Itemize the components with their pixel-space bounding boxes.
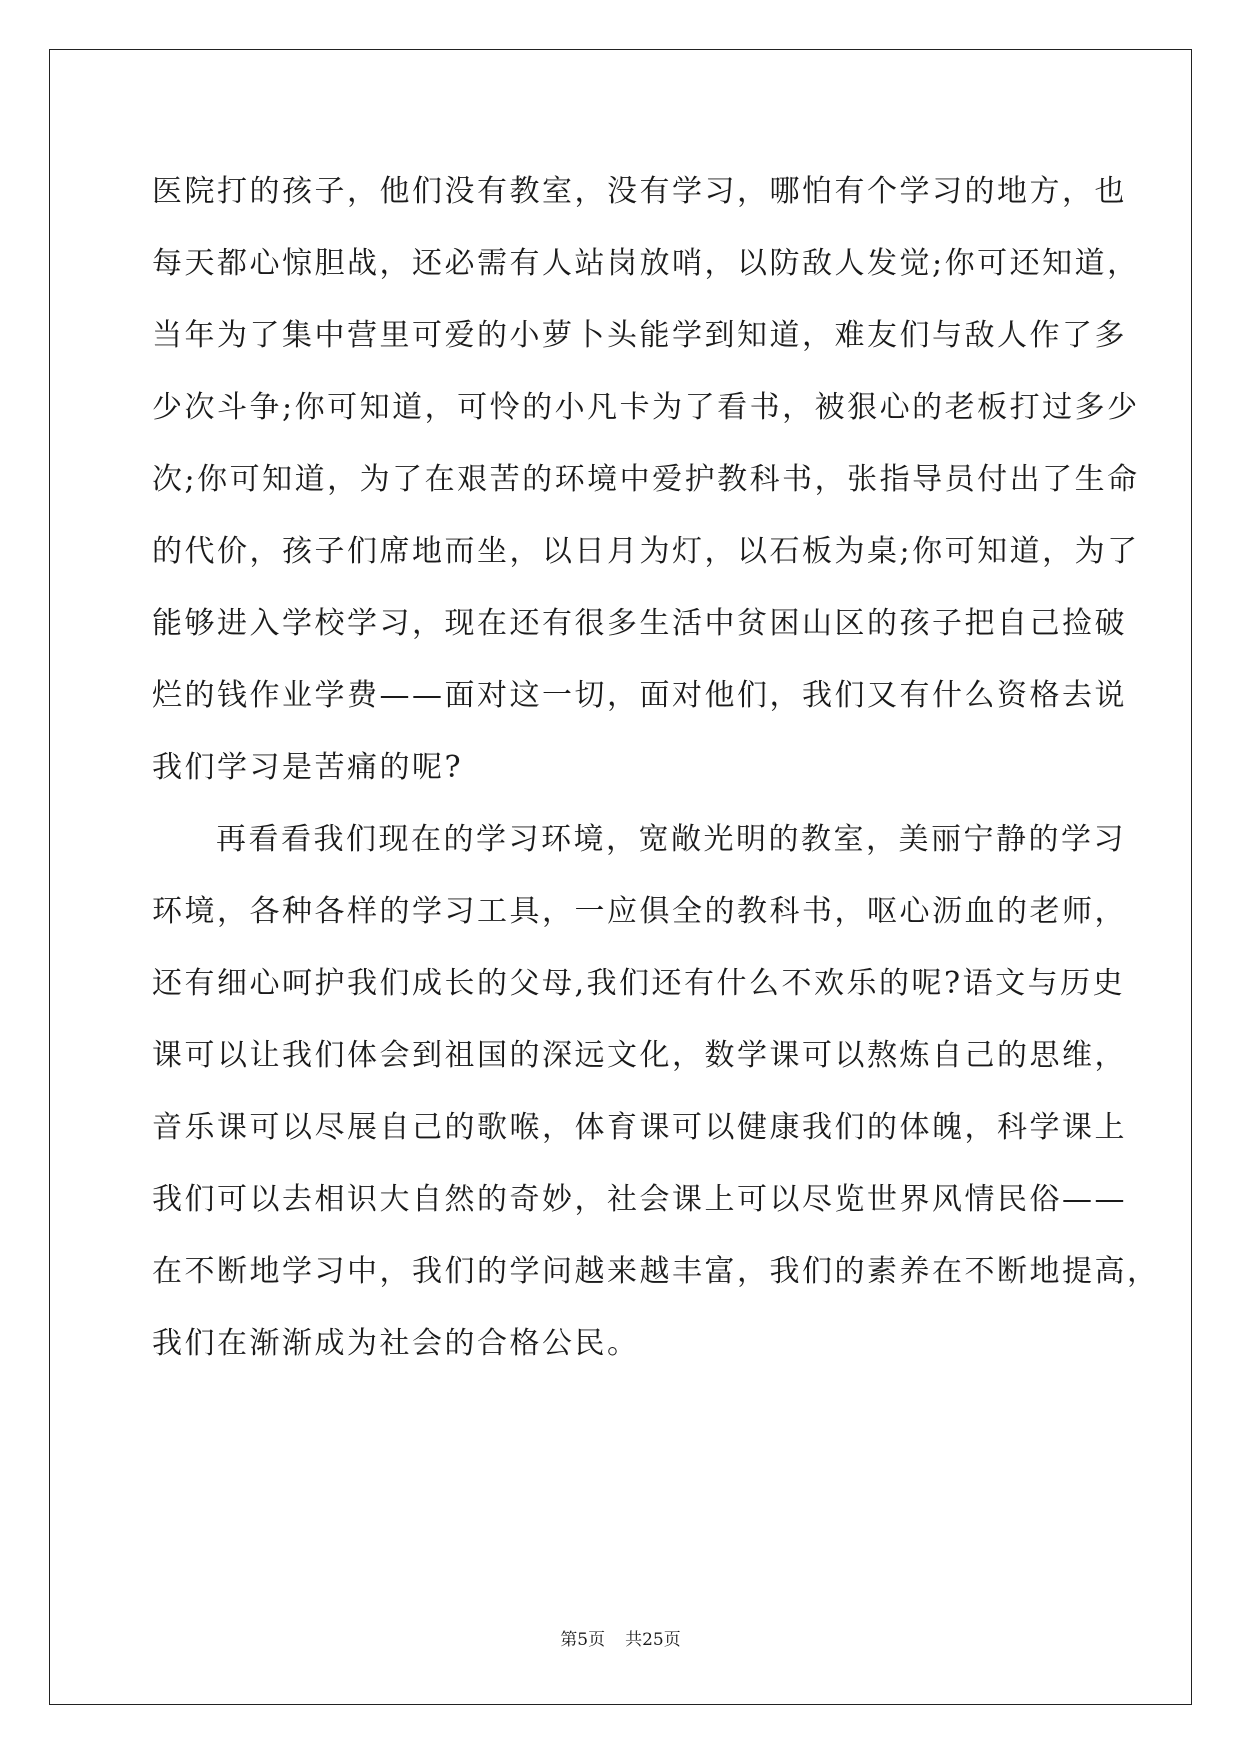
text-line: 医院打的孩子，他们没有教室，没有学习，哪怕有个学习的地方，也 bbox=[152, 174, 1127, 209]
text-line: 次;你可知道，为了在艰苦的环境中爱护教科书，张指导员付出了生命 bbox=[152, 462, 1140, 497]
text-line: 音乐课可以尽展自己的歌喉，体育课可以健康我们的体魄，科学课上 bbox=[152, 1110, 1127, 1145]
text-line: 少次斗争;你可知道，可怜的小凡卡为了看书，被狠心的老板打过多少 bbox=[152, 390, 1140, 425]
page-footer bbox=[0, 1628, 1241, 1652]
text-line: 我们学习是苦痛的呢? bbox=[152, 750, 464, 785]
text-line: 还有细心呵护我们成长的父母,我们还有什么不欢乐的呢?语文与历史 bbox=[152, 966, 1126, 1001]
text-line: 每天都心惊胆战，还必需有人站岗放哨，以防敌人发觉;你可还知道， bbox=[152, 246, 1140, 281]
text-line: 的代价，孩子们席地而坐，以日月为灯，以石板为桌;你可知道，为了 bbox=[152, 534, 1140, 569]
text-line: 能够进入学校学习，现在还有很多生活中贫困山区的孩子把自己捡破 bbox=[152, 606, 1127, 641]
text-line: 我们可以去相识大自然的奇妙，社会课上可以尽览世界风情民俗—— bbox=[152, 1182, 1127, 1217]
page-border bbox=[49, 49, 1192, 1705]
text-line: 当年为了集中营里可爱的小萝卜头能学到知道，难友们与敌人作了多 bbox=[152, 318, 1127, 353]
text-line: 环境，各种各样的学习工具，一应俱全的教科书，呕心沥血的老师， bbox=[152, 894, 1127, 929]
paragraph-first-line: 再看看我们现在的学习环境，宽敞光明的教室，美丽宁静的学习 bbox=[216, 822, 1126, 857]
text-line: 课可以让我们体会到祖国的深远文化，数学课可以熬炼自己的思维， bbox=[152, 1038, 1127, 1073]
page-number-current: 第5页 bbox=[560, 1630, 606, 1650]
page-number-total: 共25页 bbox=[625, 1630, 681, 1650]
text-line: 烂的钱作业学费——面对这一切，面对他们，我们又有什么资格去说 bbox=[152, 678, 1127, 713]
text-line: 我们在渐渐成为社会的合格公民。 bbox=[152, 1326, 640, 1361]
text-line: 在不断地学习中，我们的学问越来越丰富，我们的素养在不断地提高， bbox=[152, 1254, 1160, 1289]
